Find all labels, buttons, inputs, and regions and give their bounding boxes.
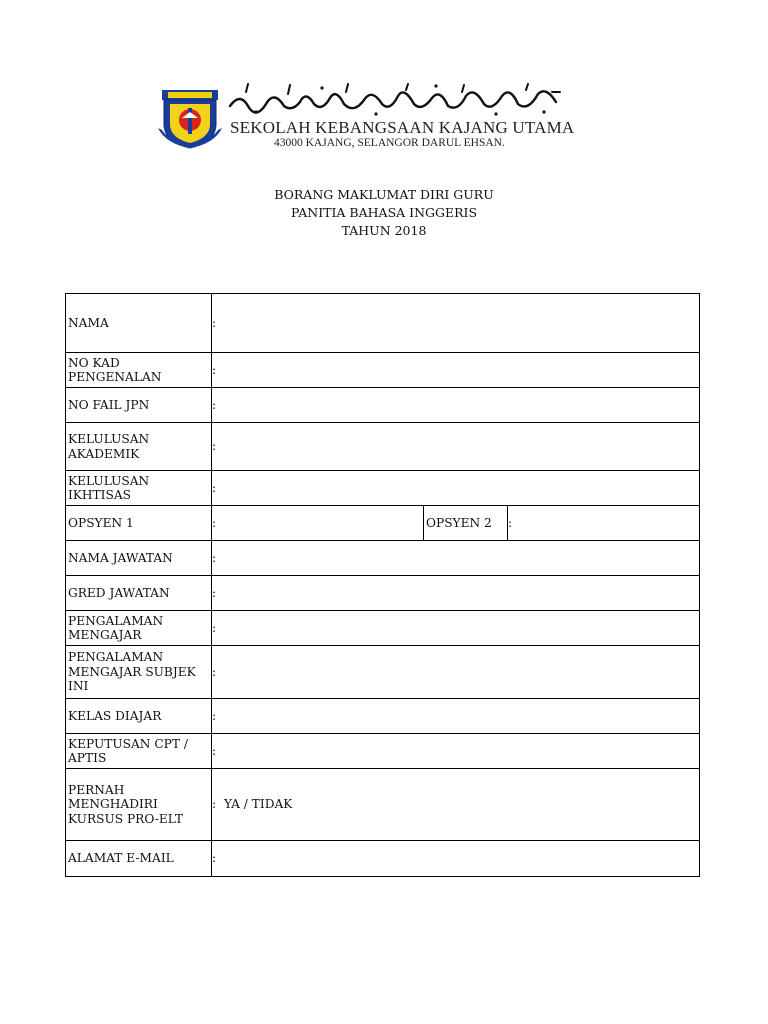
form-row [66,471,700,506]
form-title [0,186,768,240]
form-row [66,841,700,877]
field-label: NAMA [66,294,212,353]
school-address: 43000 KAJANG, SELANGOR DARUL EHSAN. [274,137,505,149]
field-value[interactable] [212,769,700,841]
form-row [66,541,700,576]
school-name: SEKOLAH KEBANGSAAN KAJANG UTAMA [230,118,575,137]
form-row [66,769,700,841]
colon: : [212,439,217,454]
field-value[interactable] [212,294,700,353]
field-value[interactable] [212,353,700,388]
field-value[interactable] [212,841,700,877]
colon: : [212,585,217,600]
form-row [66,388,700,423]
form-row [66,576,700,611]
field-label: ALAMAT E-MAIL [66,841,212,877]
colon: : [212,550,217,565]
field-value[interactable] [508,506,700,541]
field-label: NO KAD PENGENALAN [66,353,212,388]
colon: : [212,515,217,530]
form-row [66,506,700,541]
field-input[interactable]: YA / TIDAK [224,797,293,812]
field-value[interactable] [212,388,700,423]
field-value[interactable] [212,541,700,576]
field-value[interactable] [212,611,700,646]
field-label: OPSYEN 1 [66,506,212,541]
field-value[interactable] [212,646,700,699]
form-row [66,646,700,699]
jawi-school-name [226,82,566,118]
jawi-calligraphy-icon [226,82,566,118]
colon: : [508,515,513,530]
form-row [66,353,700,388]
colon: : [212,851,217,866]
form-row [66,423,700,471]
field-value[interactable] [212,699,700,734]
field-label: GRED JAWATAN [66,576,212,611]
colon: : [212,397,217,412]
school-crest-icon [156,88,224,150]
field-value[interactable] [212,423,700,471]
field-label: KELULUSAN IKHTISAS [66,471,212,506]
form-row [66,734,700,769]
field-label: KELULUSAN AKADEMIK [66,423,212,471]
field-label: PENGALAMAN MENGAJAR [66,611,212,646]
field-value[interactable] [212,734,700,769]
field-value[interactable] [212,471,700,506]
letterhead [156,82,575,154]
colon: : [212,664,217,679]
field-label: PERNAH MENGHADIRI KURSUS PRO-ELT [66,769,212,841]
field-value[interactable] [212,506,424,541]
field-label: PENGALAMAN MENGAJAR SUBJEK INI [66,646,212,699]
form-row [66,699,700,734]
form-row [66,611,700,646]
colon: : [212,620,217,635]
colon: : [212,708,217,723]
title-line-3: TAHUN 2018 [341,223,427,238]
colon: : [212,743,217,758]
field-label: KEPUTUSAN CPT / APTIS [66,734,212,769]
field-label: KELAS DIAJAR [66,699,212,734]
field-label-2: OPSYEN 2 [424,506,508,541]
field-label: NAMA JAWATAN [66,541,212,576]
colon: : [212,362,217,377]
colon: : [212,797,217,812]
colon: : [212,480,217,495]
field-value[interactable] [212,576,700,611]
teacher-info-form [65,293,700,877]
title-line-1: BORANG MAKLUMAT DIRI GURU [274,187,494,202]
field-label: NO FAIL JPN [66,388,212,423]
colon: : [212,315,217,330]
form-row [66,294,700,353]
title-line-2: PANITIA BAHASA INGGERIS [290,205,478,220]
